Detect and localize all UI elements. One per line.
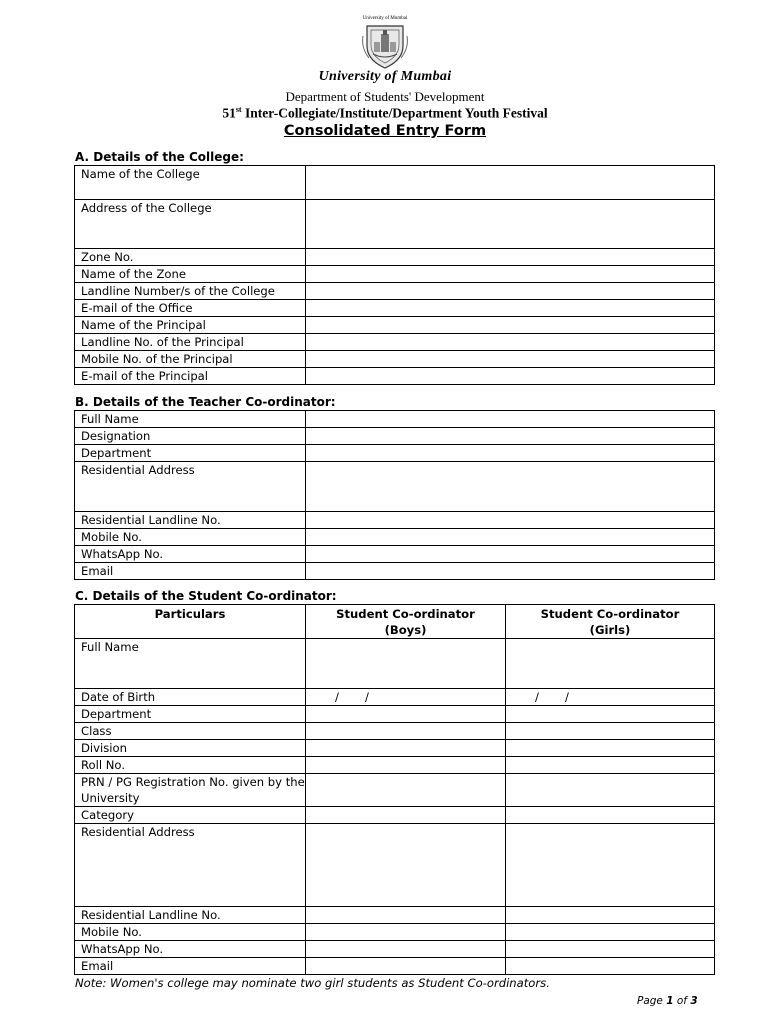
girls-category-field[interactable] (506, 807, 715, 824)
table-row (75, 317, 715, 334)
table-row (75, 200, 715, 249)
girls-division-field[interactable] (506, 740, 715, 757)
girls-department-field[interactable] (506, 706, 715, 723)
row-label: Name of the Principal (75, 317, 306, 334)
teacher-department-field[interactable] (306, 445, 715, 462)
table-row (75, 249, 715, 266)
principal-name-field[interactable] (306, 317, 715, 334)
college-landline-field[interactable] (306, 283, 715, 300)
teacher-whatsapp-field[interactable] (306, 546, 715, 563)
boys-roll-no-field[interactable] (306, 757, 506, 774)
table-row (75, 351, 715, 368)
girls-whatsapp-field[interactable] (506, 941, 715, 958)
address-of-college-field[interactable] (306, 200, 715, 249)
boys-category-field[interactable] (306, 807, 506, 824)
date-separator: / (335, 690, 339, 704)
boys-mobile-field[interactable] (306, 924, 506, 941)
row-label: Full Name (75, 639, 306, 689)
principal-email-field[interactable] (306, 368, 715, 385)
row-label: PRN / PG Registration No. given by the University (75, 774, 306, 807)
university-name: University of Mumbai (318, 69, 452, 84)
row-label: Mobile No. of the Principal (75, 351, 306, 368)
table-row (75, 807, 715, 824)
table-row (75, 757, 715, 774)
row-label: Class (75, 723, 306, 740)
table-row (75, 941, 715, 958)
girls-coordinator-header: Student Co-ordinator (Girls) (506, 605, 715, 639)
logo-caption: University of Mumbai (362, 16, 408, 21)
table-row (75, 824, 715, 907)
row-label: Landline Number/s of the College (75, 283, 306, 300)
row-label: Name of the Zone (75, 266, 306, 283)
department-name: Department of Students' Development (285, 89, 485, 104)
section-a-title: A. Details of the College: (75, 150, 244, 164)
row-label: Residential Address (75, 462, 306, 512)
girls-prn-field[interactable] (506, 774, 715, 807)
table-row (75, 300, 715, 317)
boys-department-field[interactable] (306, 706, 506, 723)
name-of-college-field[interactable] (306, 166, 715, 200)
table-row (75, 529, 715, 546)
teacher-coordinator-table (74, 410, 715, 580)
boys-email-field[interactable] (306, 958, 506, 975)
table-row (75, 740, 715, 757)
zone-name-field[interactable] (306, 266, 715, 283)
table-row (75, 283, 715, 300)
form-title: Consolidated Entry Form (283, 123, 487, 139)
row-label: Name of the College (75, 166, 306, 200)
row-label: Mobile No. (75, 924, 306, 941)
boys-division-field[interactable] (306, 740, 506, 757)
row-label: Zone No. (75, 249, 306, 266)
row-label: Email (75, 563, 306, 580)
table-row (75, 907, 715, 924)
girls-class-field[interactable] (506, 723, 715, 740)
row-label: E-mail of the Office (75, 300, 306, 317)
boys-class-field[interactable] (306, 723, 506, 740)
table-row (75, 774, 715, 807)
table-row (75, 166, 715, 200)
teacher-landline-field[interactable] (306, 512, 715, 529)
boys-dob-field[interactable] (306, 689, 506, 706)
table-row (75, 639, 715, 689)
date-separator: / (565, 690, 569, 704)
row-label: Roll No. (75, 757, 306, 774)
section-c-title: C. Details of the Student Co-ordinator: (75, 589, 337, 603)
table-header-row (75, 605, 715, 639)
row-label: Mobile No. (75, 529, 306, 546)
teacher-address-field[interactable] (306, 462, 715, 512)
girls-address-field[interactable] (506, 824, 715, 907)
row-label: Full Name (75, 411, 306, 428)
footnote: Note: Women's college may nominate two girl students as Student Co-ordinators. (75, 976, 550, 990)
teacher-full-name-field[interactable] (306, 411, 715, 428)
row-label: Residential Address (75, 824, 306, 907)
table-row (75, 368, 715, 385)
row-label: Division (75, 740, 306, 757)
principal-mobile-field[interactable] (306, 351, 715, 368)
table-row (75, 706, 715, 723)
table-row (75, 723, 715, 740)
row-label: WhatsApp No. (75, 941, 306, 958)
table-row (75, 512, 715, 529)
boys-landline-field[interactable] (306, 907, 506, 924)
teacher-mobile-field[interactable] (306, 529, 715, 546)
teacher-email-field[interactable] (306, 563, 715, 580)
office-email-field[interactable] (306, 300, 715, 317)
date-separator: / (535, 690, 539, 704)
table-row (75, 411, 715, 428)
table-row (75, 546, 715, 563)
principal-landline-field[interactable] (306, 334, 715, 351)
table-row (75, 462, 715, 512)
table-row (75, 428, 715, 445)
date-separator: / (365, 690, 369, 704)
page-number: Page 1 of 3 (637, 995, 698, 1007)
table-row (75, 924, 715, 941)
university-logo-seal (359, 16, 411, 70)
row-label: Residential Landline No. (75, 512, 306, 529)
particulars-header: Particulars (75, 605, 306, 639)
row-label: WhatsApp No. (75, 546, 306, 563)
girls-mobile-field[interactable] (506, 924, 715, 941)
row-label: Landline No. of the Principal (75, 334, 306, 351)
teacher-designation-field[interactable] (306, 428, 715, 445)
girls-roll-no-field[interactable] (506, 757, 715, 774)
girls-full-name-field[interactable] (506, 639, 715, 689)
boys-prn-field[interactable] (306, 774, 506, 807)
boys-coordinator-header: Student Co-ordinator (Boys) (306, 605, 506, 639)
student-coordinator-table (74, 604, 715, 975)
row-label: Department (75, 445, 306, 462)
row-label: Department (75, 706, 306, 723)
row-label: E-mail of the Principal (75, 368, 306, 385)
table-row (75, 266, 715, 283)
girls-dob-field[interactable] (506, 689, 715, 706)
row-label: Designation (75, 428, 306, 445)
row-label: Date of Birth (75, 689, 306, 706)
zone-no-field[interactable] (306, 249, 715, 266)
boys-whatsapp-field[interactable] (306, 941, 506, 958)
girls-landline-field[interactable] (506, 907, 715, 924)
row-label: Residential Landline No. (75, 907, 306, 924)
row-label: Email (75, 958, 306, 975)
table-row (75, 334, 715, 351)
row-label: Address of the College (75, 200, 306, 249)
table-row (75, 958, 715, 975)
table-row (75, 689, 715, 706)
girls-email-field[interactable] (506, 958, 715, 975)
college-details-table (74, 165, 715, 385)
boys-address-field[interactable] (306, 824, 506, 907)
boys-full-name-field[interactable] (306, 639, 506, 689)
table-row (75, 445, 715, 462)
section-b-title: B. Details of the Teacher Co-ordinator: (75, 395, 336, 409)
festival-title: 51st Inter-Collegiate/Institute/Department Youth Festival (222, 105, 548, 121)
row-label: Category (75, 807, 306, 824)
table-row (75, 563, 715, 580)
